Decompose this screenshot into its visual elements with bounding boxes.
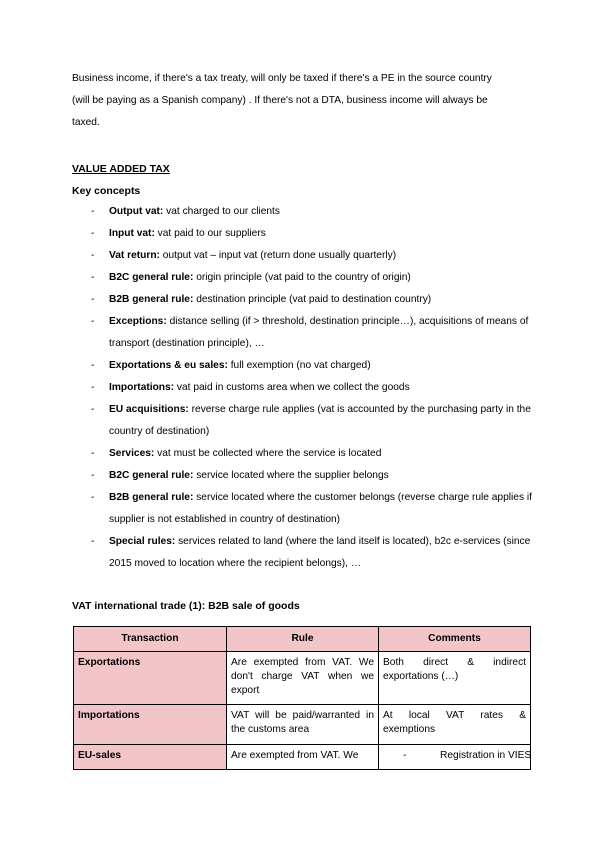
section-title: VALUE ADDED TAX — [72, 163, 170, 175]
intro-line-3: taxed. — [72, 117, 100, 128]
list-item — [72, 311, 532, 355]
bullet-dash: - — [91, 250, 95, 261]
table-row — [74, 745, 531, 770]
bullet-term: B2C general rule: — [109, 470, 194, 481]
bullet-text: destination principle (vat paid to destination country) — [193, 294, 432, 305]
cell-comments — [379, 745, 531, 770]
list-item — [72, 289, 532, 311]
bullet-dash: - — [91, 448, 95, 459]
table-row — [74, 652, 531, 705]
bullet-dash: - — [91, 470, 95, 481]
cell-transaction: Importations — [74, 705, 227, 745]
bullet-term: B2B general rule: — [109, 294, 194, 305]
list-item — [72, 465, 532, 487]
bullet-term: Services: — [109, 448, 155, 459]
bullet-text: vat paid in customs area when we collect the goods — [174, 382, 410, 393]
bullet-dash: - — [91, 316, 95, 327]
bullet-text: full exemption (no vat charged) — [227, 360, 371, 371]
bullet-text: service located where the supplier belongs — [193, 470, 389, 481]
bullet-dash: - — [91, 228, 95, 239]
list-item — [72, 531, 532, 575]
cell-comments: Both direct & indirect exportations (…) — [379, 652, 531, 705]
bullet-term: Vat return: — [109, 250, 160, 261]
list-item — [72, 377, 532, 399]
intro-paragraph — [72, 68, 530, 134]
vat-trade-table — [73, 626, 531, 770]
list-item — [72, 487, 532, 531]
table-header-row — [74, 627, 531, 652]
bullet-text: services related to land (where the land itself is located), b2c e-services (since 2015 moved to location where the recipient belongs), … — [109, 536, 531, 569]
list-item — [72, 201, 532, 223]
bullet-dash: - — [91, 272, 95, 283]
bullet-term: Importations: — [109, 382, 175, 393]
bullet-text: origin principle (vat paid to the country of origin) — [193, 272, 411, 283]
bullet-dash: - — [91, 294, 95, 305]
bullet-dash: - — [91, 404, 95, 415]
bullet-dash: - — [91, 360, 95, 371]
bullet-term: Input vat: — [109, 228, 155, 239]
comment-dash: - — [403, 750, 407, 761]
bullet-term: EU acquisitions: — [109, 404, 189, 415]
bullet-text: output vat – input vat (return done usually quarterly) — [159, 250, 397, 261]
list-item — [72, 443, 532, 465]
list-item — [72, 267, 532, 289]
bullet-dash: - — [91, 206, 95, 217]
intro-line-2: (will be paying as a Spanish company) . If there's not a DTA, business income will always be — [72, 95, 488, 106]
bullet-term: Special rules: — [109, 536, 176, 547]
cell-rule: Are exempted from VAT. We — [227, 745, 379, 770]
bullet-dash: - — [91, 382, 95, 393]
table-title: VAT international trade (1): B2B sale of goods — [72, 600, 300, 612]
bullet-text: service located where the customer belongs (reverse charge rule applies if supplier is not established in country of destination) — [109, 492, 532, 525]
bullet-text: vat charged to our clients — [163, 206, 280, 217]
bullet-dash: - — [91, 536, 95, 547]
bullet-text: reverse charge rule applies (vat is accounted by the purchasing party in the country of destination) — [109, 404, 531, 437]
bullet-term: Exceptions: — [109, 316, 167, 327]
bullet-term: B2C general rule: — [109, 272, 194, 283]
cell-transaction: EU-sales — [74, 745, 227, 770]
bullet-term: Exportations & eu sales: — [109, 360, 228, 371]
header-comments: Comments — [379, 627, 531, 652]
bullet-text: distance selling (if > threshold, destination principle…), acquisitions of means of transport (destination principle), … — [109, 316, 529, 349]
table-row — [74, 705, 531, 745]
list-item — [72, 223, 532, 245]
bullet-term: Output vat: — [109, 206, 164, 217]
cell-rule: Are exempted from VAT. We don't charge VAT when we export — [227, 652, 379, 705]
header-rule: Rule — [227, 627, 379, 652]
list-item — [72, 245, 532, 267]
bullet-text: vat must be collected where the service is located — [154, 448, 382, 459]
bullet-text: vat paid to our suppliers — [154, 228, 266, 239]
section-subtitle: Key concepts — [72, 185, 141, 197]
comment-text: Registration in VIES — [440, 750, 532, 761]
key-concepts-list — [72, 201, 532, 575]
intro-line-1: Business income, if there's a tax treaty, will only be taxed if there's a PE in the source country — [72, 73, 492, 84]
cell-comments: At local VAT rates & exemptions — [379, 705, 531, 745]
bullet-dash: - — [91, 492, 95, 503]
cell-transaction: Exportations — [74, 652, 227, 705]
header-transaction: Transaction — [74, 627, 227, 652]
bullet-term: B2B general rule: — [109, 492, 194, 503]
list-item — [72, 355, 532, 377]
cell-rule: VAT will be paid/warranted in the customs area — [227, 705, 379, 745]
list-item — [72, 399, 532, 443]
